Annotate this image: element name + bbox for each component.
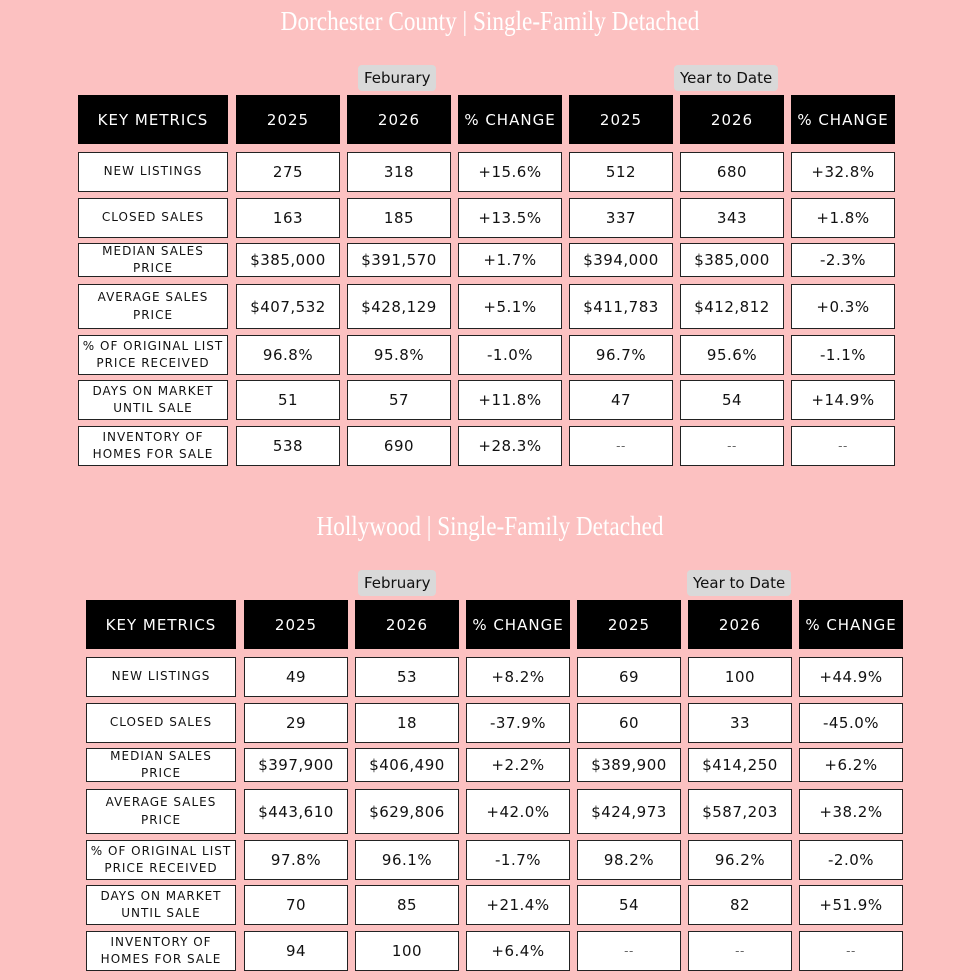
metric-value: 85 <box>355 885 459 925</box>
column-header: 2026 <box>355 600 459 649</box>
metric-value: 29 <box>244 703 348 743</box>
metric-value: -- <box>791 426 895 466</box>
metric-value: $629,806 <box>355 789 459 834</box>
metric-value: $389,900 <box>577 748 681 782</box>
metric-value: -- <box>680 426 784 466</box>
metric-value: +51.9% <box>799 885 903 925</box>
column-header: 2025 <box>244 600 348 649</box>
metric-value: +11.8% <box>458 380 562 420</box>
metric-label: MEDIAN SALES PRICE <box>78 243 228 277</box>
metric-value: 57 <box>347 380 451 420</box>
metric-value: 337 <box>569 198 673 238</box>
metric-value: $424,973 <box>577 789 681 834</box>
metric-value: -- <box>569 426 673 466</box>
metric-value: 94 <box>244 931 348 971</box>
metric-value: 100 <box>688 657 792 697</box>
ytd-label: Year to Date <box>687 570 791 596</box>
metric-value: 96.2% <box>688 840 792 880</box>
metric-label: INVENTORY OF HOMES FOR SALE <box>86 931 236 971</box>
metric-value: +28.3% <box>458 426 562 466</box>
metric-value: $428,129 <box>347 284 451 329</box>
column-header: % CHANGE <box>458 95 562 144</box>
metric-label: CLOSED SALES <box>78 198 228 238</box>
metric-label: MEDIAN SALES PRICE <box>86 748 236 782</box>
metric-value: 680 <box>680 152 784 192</box>
metric-value: 690 <box>347 426 451 466</box>
metric-value: 96.7% <box>569 335 673 375</box>
metric-label: % OF ORIGINAL LIST PRICE RECEIVED <box>78 335 228 375</box>
metric-value: +1.8% <box>791 198 895 238</box>
metric-value: -- <box>688 931 792 971</box>
metric-value: +1.7% <box>458 243 562 277</box>
metric-value: -2.3% <box>791 243 895 277</box>
period-label: February <box>358 570 436 596</box>
metric-value: +0.3% <box>791 284 895 329</box>
metric-label: INVENTORY OF HOMES FOR SALE <box>78 426 228 466</box>
metric-label: CLOSED SALES <box>86 703 236 743</box>
metric-value: $407,532 <box>236 284 340 329</box>
metric-value: +6.4% <box>466 931 570 971</box>
metric-value: +42.0% <box>466 789 570 834</box>
metric-value: 53 <box>355 657 459 697</box>
metric-value: 54 <box>577 885 681 925</box>
metric-value: 163 <box>236 198 340 238</box>
column-header: 2026 <box>688 600 792 649</box>
metric-value: -1.0% <box>458 335 562 375</box>
metric-label: AVERAGE SALES PRICE <box>78 284 228 329</box>
metric-value: 51 <box>236 380 340 420</box>
metric-value: 318 <box>347 152 451 192</box>
metric-value: +44.9% <box>799 657 903 697</box>
metric-value: +5.1% <box>458 284 562 329</box>
metric-value: 60 <box>577 703 681 743</box>
metric-value: 49 <box>244 657 348 697</box>
metric-value: 96.1% <box>355 840 459 880</box>
period-label: Feburary <box>358 65 436 91</box>
metric-label: DAYS ON MARKET UNTIL SALE <box>78 380 228 420</box>
metric-value: 98.2% <box>577 840 681 880</box>
column-header: 2025 <box>236 95 340 144</box>
column-header: % CHANGE <box>799 600 903 649</box>
metric-value: 538 <box>236 426 340 466</box>
metric-value: $443,610 <box>244 789 348 834</box>
metric-value: -2.0% <box>799 840 903 880</box>
metric-value: $587,203 <box>688 789 792 834</box>
column-header: KEY METRICS <box>86 600 236 649</box>
metric-value: 95.6% <box>680 335 784 375</box>
column-header: 2025 <box>577 600 681 649</box>
metric-value: 185 <box>347 198 451 238</box>
column-header: KEY METRICS <box>78 95 228 144</box>
metric-value: 18 <box>355 703 459 743</box>
metric-value: $397,900 <box>244 748 348 782</box>
metric-value: -- <box>799 931 903 971</box>
column-header: 2025 <box>569 95 673 144</box>
metric-value: +13.5% <box>458 198 562 238</box>
section-title: Dorchester County | Single-Family Detached <box>280 6 700 36</box>
metric-value: $385,000 <box>236 243 340 277</box>
column-header: % CHANGE <box>466 600 570 649</box>
metric-value: 100 <box>355 931 459 971</box>
metric-value: $411,783 <box>569 284 673 329</box>
metric-value: 54 <box>680 380 784 420</box>
metric-value: $412,812 <box>680 284 784 329</box>
metric-value: +2.2% <box>466 748 570 782</box>
metric-value: 82 <box>688 885 792 925</box>
metric-value: 47 <box>569 380 673 420</box>
column-header: 2026 <box>680 95 784 144</box>
metric-value: $414,250 <box>688 748 792 782</box>
metric-label: % OF ORIGINAL LIST PRICE RECEIVED <box>86 840 236 880</box>
metric-value: -45.0% <box>799 703 903 743</box>
metric-value: -37.9% <box>466 703 570 743</box>
metric-value: +32.8% <box>791 152 895 192</box>
metric-value: -- <box>577 931 681 971</box>
metric-value: 96.8% <box>236 335 340 375</box>
metric-label: AVERAGE SALES PRICE <box>86 789 236 834</box>
metric-value: 33 <box>688 703 792 743</box>
metric-value: $406,490 <box>355 748 459 782</box>
metric-value: 512 <box>569 152 673 192</box>
ytd-label: Year to Date <box>674 65 778 91</box>
metric-value: 95.8% <box>347 335 451 375</box>
metric-value: $385,000 <box>680 243 784 277</box>
column-header: 2026 <box>347 95 451 144</box>
metric-value: 69 <box>577 657 681 697</box>
metric-value: $391,570 <box>347 243 451 277</box>
metric-label: NEW LISTINGS <box>86 657 236 697</box>
column-header: % CHANGE <box>791 95 895 144</box>
metric-value: +6.2% <box>799 748 903 782</box>
metric-value: $394,000 <box>569 243 673 277</box>
metric-value: +14.9% <box>791 380 895 420</box>
metric-value: 275 <box>236 152 340 192</box>
metric-label: DAYS ON MARKET UNTIL SALE <box>86 885 236 925</box>
section-title: Hollywood | Single-Family Detached <box>316 511 664 541</box>
metric-value: +15.6% <box>458 152 562 192</box>
metric-value: +8.2% <box>466 657 570 697</box>
metric-value: 70 <box>244 885 348 925</box>
metric-value: 97.8% <box>244 840 348 880</box>
metric-value: +21.4% <box>466 885 570 925</box>
metric-value: -1.1% <box>791 335 895 375</box>
metric-value: +38.2% <box>799 789 903 834</box>
metric-value: 343 <box>680 198 784 238</box>
metric-value: -1.7% <box>466 840 570 880</box>
metric-label: NEW LISTINGS <box>78 152 228 192</box>
